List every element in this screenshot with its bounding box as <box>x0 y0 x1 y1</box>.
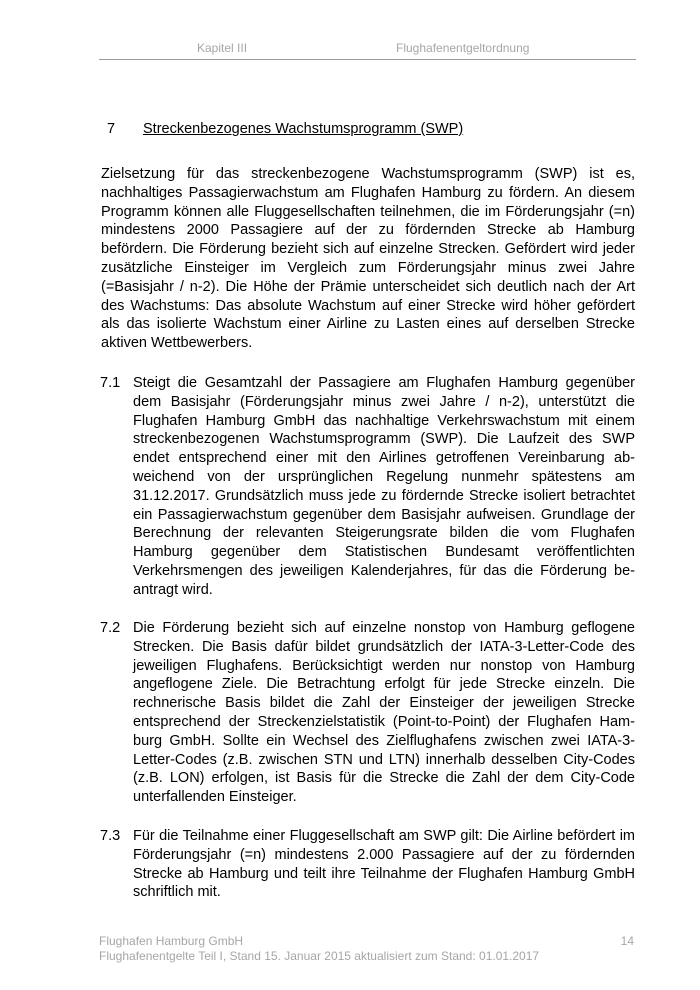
subsection-number: 7.1 <box>100 375 121 391</box>
section-number: 7 <box>107 121 116 137</box>
subsection-7-2 <box>100 619 635 807</box>
subsection-7-3 <box>100 827 635 902</box>
footer-document-info: Flughafenentgelte Teil I, Stand 15. Januar 2015 aktualisiert zum Stand: 01.01.2017 <box>99 949 540 963</box>
page-number: 14 <box>620 934 634 948</box>
subsection-text: Die Förderung bezieht sich auf einzelne nonstop von Hamburg geflogene Strecken. Die Basis dafür bildet grundsätzlich der IATA-3-Letter-Code des jeweiligen Flughafens. Berücksichtigt werden nur nonstop von Hamburg angeflogene Ziele. Die Betrachtung erfolgt für jede Strecke einzeln. Die rechnerische Basis bildet die Zahl der Einsteiger der jeweiligen Strecke entsprechend der Streckenzielstatistik (Point-to-Point) der Flughafen Hamburg GmbH. Sollte ein Wechsel des Zielflughafens zwischen zwei IATA-3-Letter-Codes (z.B. zwischen STN und LTN) innerhalb desselben City-Codes (z.B. LON) erfolgen, ist Basis für die Strecke die Zahl der dem City-Code unterfallenden Einsteiger. <box>133 620 635 806</box>
section-title: Streckenbezogenes Wachstumsprogramm (SWP) <box>143 121 464 137</box>
page-footer <box>99 934 636 964</box>
header-document-title: Flughafenentgeltordnung <box>396 41 530 55</box>
subsection-text: Steigt die Gesamtzahl der Passagiere am Flughafen Hamburg gegenüber dem Basisjahr (Förderungsjahr minus zwei Jahre / n-2), unterstützt die Flughafen Hamburg GmbH das nachhaltige Verkehrswachstum mit einem streckenbezogenen Wachstumsprogramm (SWP). Die Laufzeit des SWP endet entsprechend einer mit den Airlines getroffenen Vereinbarung abweichend von der ursprünglichen Regelung nunmehr spätestens am 31.12.2017. Grundsätzlich muss jede zu fördernde Strecke isoliert betrachtet ein Passagierwachstum gegenüber dem Basisjahr aufweisen. Grundlage der Berechnung der relevanten Steigerungsrate bilden die vom Flughafen Hamburg gegenüber dem Statistischen Bundesamt veröffentlichten Verkehrsmengen des jeweiligen Kalenderjahres, für das die Förderung beantragt wird. <box>133 375 635 598</box>
subsection-number: 7.3 <box>100 828 121 844</box>
header-chapter: Kapitel III <box>197 41 248 55</box>
subsection-number: 7.2 <box>100 620 121 636</box>
section-heading <box>107 119 463 139</box>
subsection-text: Für die Teilnahme einer Fluggesellschaft am SWP gilt: Die Airline befördert im Förderungsjahr (=n) mindestens 2.000 Passagiere auf der zu fördernden Strecke ab Hamburg und teilt ihre Teilnahme der Flughafen Hamburg GmbH schriftlich mit. <box>133 828 635 901</box>
footer-company: Flughafen Hamburg GmbH <box>99 934 244 948</box>
subsection-7-1 <box>100 374 635 600</box>
intro-paragraph: Zielsetzung für das streckenbezogene Wachstumsprogramm (SWP) ist es, nachhaltiges Passagierwachstum am Flughafen Hamburg zu fördern. An diesem Programm können alle Fluggesellschaften teilnehmen, die im Förderungsjahr (=n) mindestens 2000 Passagiere auf der zu fördernden Strecke ab Hamburg befördern. Die Förderung bezieht sich auf einzelne Strecken. Gefördert wird jeder zusätzliche Einsteiger im Vergleich zum Förderungsjahr minus zwei Jahre (=Basisjahr / n-2). Die Höhe der Prämie unterscheidet sich deutlich nach der Art des Wachstums: Das absolute Wachstum auf einer Strecke wird höher gefördert als das isolierte Wachstum einer Airline zu Lasten eines auf derselben Strecke aktiven Wettbewerbers. <box>101 166 635 352</box>
page-header <box>99 40 636 60</box>
